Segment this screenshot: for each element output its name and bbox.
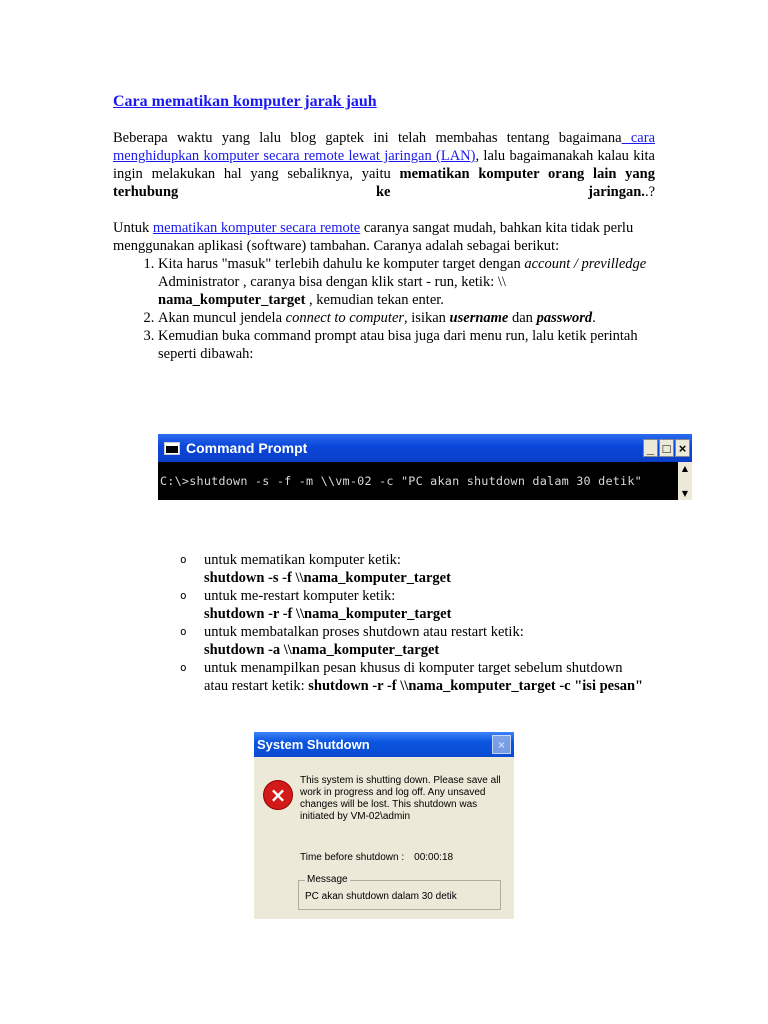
close-button[interactable]: ×: [492, 735, 511, 754]
error-icon: ×: [263, 780, 293, 810]
system-shutdown-dialog: [254, 732, 514, 919]
cmd-titlebar: [158, 434, 692, 462]
time-before-shutdown: Time before shutdown : 00:00:18: [300, 852, 454, 863]
article: [113, 93, 655, 363]
close-button[interactable]: ×: [675, 439, 690, 457]
intro-paragraph: Beberapa waktu yang lalu blog gaptek ini telah membahas tentang bagaimana cara menghidupkan komputer secara remote lewat jaringan (LAN), lalu bagaimanakah kalau kita ingin melakukan hal yang sebaliknya, yaitu mematikan komputer orang lain yang terhubung ke jaringan..?: [113, 130, 656, 200]
options-list: [180, 551, 650, 695]
scroll-up-icon[interactable]: ▲: [681, 464, 689, 473]
steps-list: [113, 255, 655, 363]
list-item: 2. Akan muncul jendela connect to computer, isikan username dan password.: [158, 309, 655, 327]
maximize-button[interactable]: □: [659, 439, 674, 457]
message-text: PC akan shutdown dalam 30 detik: [305, 891, 457, 902]
message-legend: Message: [307, 874, 348, 885]
list-item: o untuk menampilkan pesan khusus di komputer target sebelum shutdown atau restart ketik: shutdown -r -f \\nama_komputer_target -c "isi pesan": [180, 659, 650, 695]
cmd-line: C:\>shutdown -s -f -m \\vm-02 -c "PC akan shutdown dalam 30 detik": [160, 474, 642, 488]
countdown-value: 00:00:18: [414, 852, 454, 863]
cmd-title: Command Prompt: [186, 440, 308, 456]
message-group: [298, 874, 501, 910]
list-item: 3. Kemudian buka command prompt atau bisa juga dari menu run, lalu ketik perintah seperti dibawah:: [158, 327, 655, 363]
dialog-message: This system is shutting down. Please save all work in progress and log off. Any unsaved changes will be lost. This shutdown was initiated by VM-02\admin: [300, 775, 501, 822]
cmd-console[interactable]: [158, 462, 692, 500]
dialog-titlebar: [254, 732, 514, 757]
minimize-button[interactable]: _: [643, 439, 658, 457]
list-item: o untuk mematikan komputer ketik: shutdown -s -f \\nama_komputer_target: [180, 551, 650, 587]
link-menghidupkan[interactable]: cara menghidupkan komputer secara remote lewat jaringan (LAN): [113, 130, 656, 164]
page-title[interactable]: Cara mematikan komputer jarak jauh: [113, 93, 377, 110]
command-prompt-window: [158, 434, 692, 500]
console-icon: [164, 442, 180, 455]
list-item: 1. Kita harus "masuk" terlebih dahulu ke komputer target dengan account / previlledge Administrator , caranya bisa dengan klik start - run, ketik: \\ nama_komputer_target , kemudian tekan enter.: [158, 255, 655, 309]
list-item: o untuk me-restart komputer ketik: shutdown -r -f \\nama_komputer_target: [180, 587, 650, 623]
method-paragraph: Untuk mematikan komputer secara remote caranya sangat mudah, bahkan kita tidak perlu menggunakan aplikasi (software) tambahan. Caranya adalah sebagai berikut:: [113, 220, 634, 254]
dialog-title: System Shutdown: [257, 737, 370, 752]
link-mematikan-remote[interactable]: mematikan komputer secara remote: [152, 220, 361, 236]
scroll-down-icon[interactable]: ▼: [681, 489, 689, 498]
scrollbar[interactable]: [678, 462, 692, 500]
list-item: o untuk membatalkan proses shutdown atau restart ketik: shutdown -a \\nama_komputer_target: [180, 623, 650, 659]
